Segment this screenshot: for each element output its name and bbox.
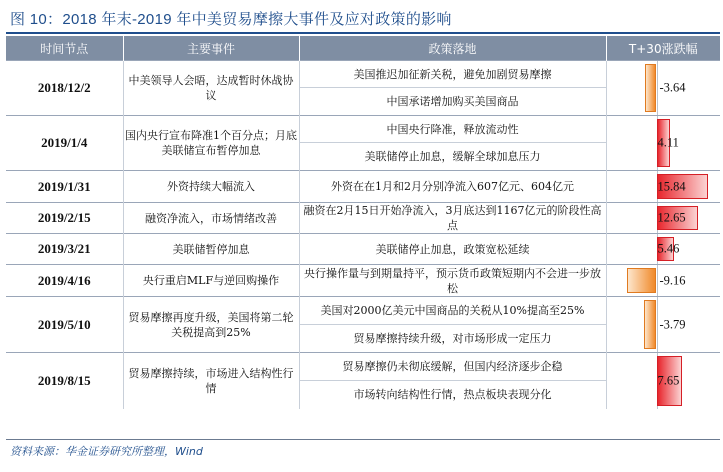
change-value: -3.64: [659, 80, 686, 95]
row-date: 2019/2/15: [6, 203, 123, 234]
row-policy: 贸易摩擦仍未彻底缓解，但国内经济逐步企稳: [299, 353, 606, 381]
row-date: 2019/4/16: [6, 265, 123, 297]
negative-bar: [645, 64, 657, 112]
table-row: [6, 203, 720, 234]
figure-title: 图 10：2018 年末-2019 年中美贸易摩擦大事件及应对政策的影响: [10, 11, 452, 28]
header-policy: 政策落地: [299, 36, 606, 61]
row-date: 2018/12/2: [6, 61, 123, 116]
zero-axis: [657, 297, 658, 352]
row-change-cell: [606, 234, 720, 265]
table-row: [6, 61, 720, 88]
row-date: 2019/5/10: [6, 297, 123, 353]
row-date: 2019/1/4: [6, 116, 123, 171]
row-event: 外资持续大幅流入: [123, 171, 299, 203]
row-policy: 市场转向结构性行情，热点板块表现分化: [299, 381, 606, 409]
row-event: 融资净流入，市场情绪改善: [123, 203, 299, 234]
zero-axis: [657, 61, 658, 115]
negative-bar: [644, 300, 656, 349]
row-policy: 中国央行降准，释放流动性: [299, 116, 606, 143]
table-row: [6, 265, 720, 297]
row-policy: 央行操作量与到期量持平，预示货币政策短期内不会进一步放松: [299, 265, 606, 297]
row-policy: 美国推迟加征新关税，避免加剧贸易摩擦: [299, 61, 606, 88]
row-change-cell: [606, 265, 720, 297]
header-date: 时间节点: [6, 36, 123, 61]
row-event: 中美领导人会晤，达成暂时休战协议: [123, 61, 299, 116]
row-change-cell: [606, 116, 720, 171]
title-rule: [6, 32, 720, 34]
change-value: 7.65: [657, 373, 680, 388]
change-value: 12.65: [657, 210, 686, 225]
change-value: 4.11: [657, 135, 679, 150]
zero-axis: [657, 265, 658, 296]
header-event: 主要事件: [123, 36, 299, 61]
table-row: [6, 116, 720, 143]
row-policy: 融资在2月15日开始净流入，3月底达到1167亿元的阶段性高点: [299, 203, 606, 234]
change-value: 5.46: [657, 241, 680, 256]
header-change: T+30涨跌幅: [606, 36, 720, 61]
table-body: [6, 61, 720, 409]
row-policy: 美联储停止加息，缓解全球加息压力: [299, 143, 606, 171]
table-row: [6, 234, 720, 265]
row-change-cell: [606, 297, 720, 353]
row-change-cell: [606, 203, 720, 234]
row-date: 2019/8/15: [6, 353, 123, 409]
row-policy: 外资在在1月和2月分别净流入607亿元、604亿元: [299, 171, 606, 203]
row-policy: 美联储停止加息，政策宽松延续: [299, 234, 606, 265]
source-note: 资料来源：华金证券研究所整理，Wind: [10, 445, 203, 458]
change-value: -3.79: [659, 317, 686, 331]
row-event: 贸易摩擦持续，市场进入结构性行情: [123, 353, 299, 409]
row-event: 美联储暂停加息: [123, 234, 299, 265]
table-row: [6, 171, 720, 203]
row-change-cell: [606, 61, 720, 116]
table-row: [6, 297, 720, 325]
change-value: 15.84: [657, 179, 686, 193]
row-policy: 贸易摩擦持续升级，对市场形成一定压力: [299, 325, 606, 353]
row-event: 贸易摩擦再度升级，美国将第二轮关税提高到25%: [123, 297, 299, 353]
row-change-cell: [606, 171, 720, 203]
change-value: -9.16: [659, 273, 686, 287]
row-change-cell: [606, 353, 720, 409]
table-header-row: [6, 36, 720, 61]
row-event: 国内央行宣布降准1个百分点；月底美联储宣布暂停加息: [123, 116, 299, 171]
table-row: [6, 353, 720, 381]
negative-bar: [627, 268, 657, 293]
row-date: 2019/3/21: [6, 234, 123, 265]
row-date: 2019/1/31: [6, 171, 123, 203]
footer-rule: [6, 439, 720, 440]
row-policy: 美国对2000亿美元中国商品的关税从10%提高至25%: [299, 297, 606, 325]
row-policy: 中国承诺增加购买美国商品: [299, 88, 606, 116]
row-event: 央行重启MLF与逆回购操作: [123, 265, 299, 297]
events-table: [6, 36, 720, 409]
